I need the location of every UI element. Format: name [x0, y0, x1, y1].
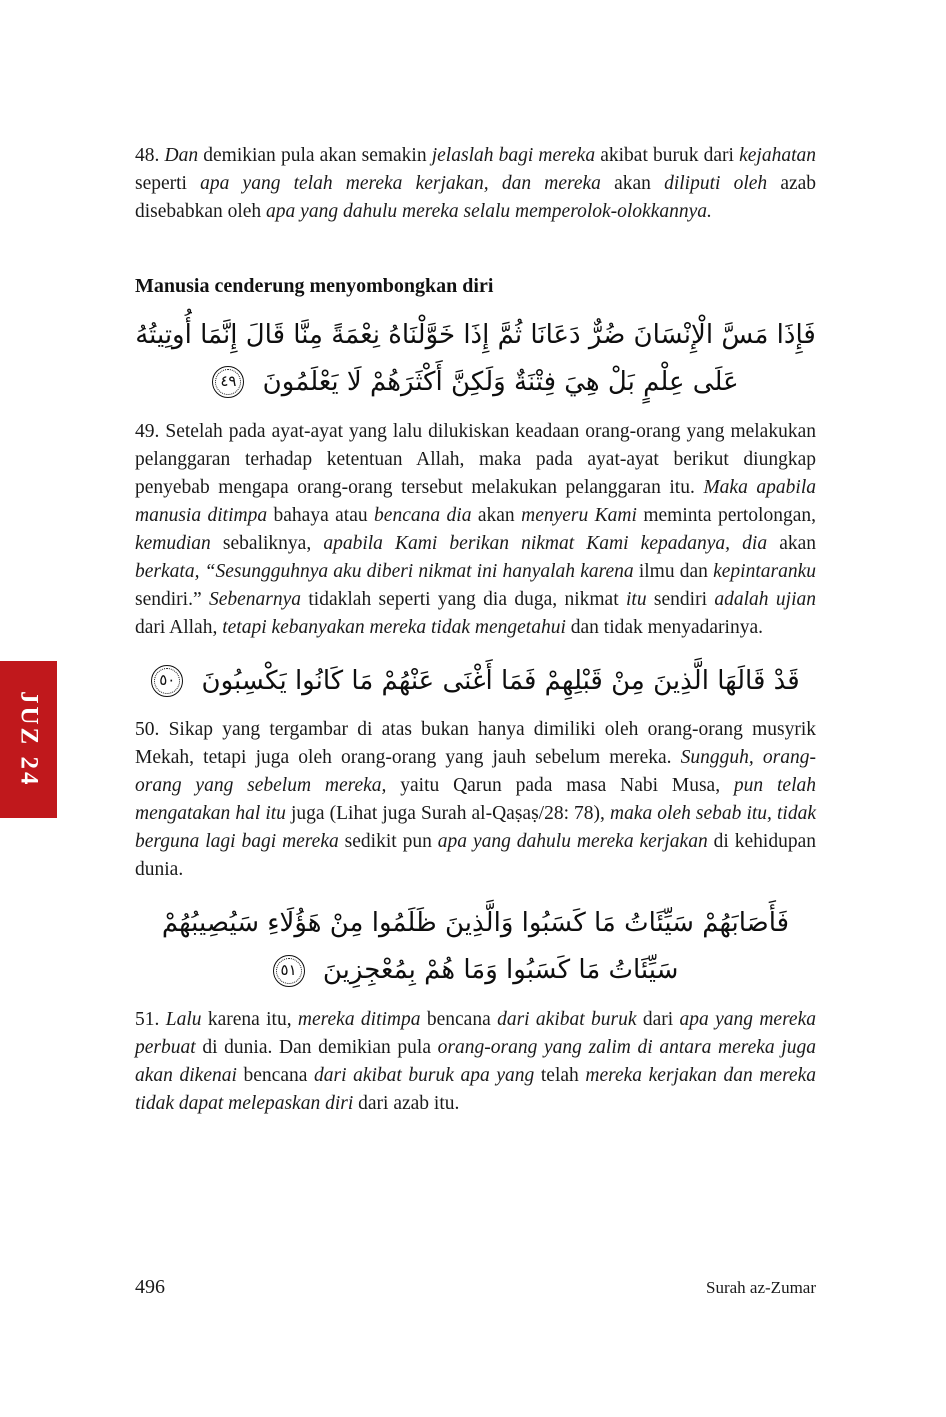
- page-footer: [135, 1276, 816, 1299]
- paragraph-verse-48-translation: 48. Dan demikian pula akan semakin jelaslah bagi mereka akibat buruk dari kejahatan seperti apa yang telah mereka kerjakan, dan mereka akan diliputi oleh azab disebabkan oleh apa yang dahulu mereka selalu memperolok-olokkannya.: [135, 145, 817, 222]
- arabic-verse-50-text: قَدْ قَالَهَا الَّذِينَ مِنْ قَبْلِهِمْ فَمَا أَغْنَى عَنْهُمْ مَا كَانُوا يَكْسِبُونَ: [201, 665, 800, 696]
- arabic-verse-51: [135, 900, 816, 994]
- verse-number-medallion-50: ٥٠: [151, 665, 183, 697]
- arabic-verse-49-text: فَإِذَا مَسَّ الْإِنْسَانَ ضُرٌّ دَعَانَا ثُمَّ إِذَا خَوَّلْنَاهُ نِعْمَةً مِنَّا قَالَ إِنَّمَا أُوتِيتُهُ عَلَى عِلْمٍ بَلْ هِيَ فِتْنَةٌ وَلَكِنَّ أَكْثَرَهُمْ لَا يَعْلَمُونَ: [135, 320, 816, 397]
- arabic-verse-49: [135, 312, 816, 406]
- juz-tab-label: JUZ 24: [15, 691, 43, 788]
- footer-surah-title: Surah az-Zumar: [706, 1278, 816, 1297]
- verse-number-medallion-51: ٥١: [273, 955, 305, 987]
- paragraph-verse-49-commentary: 49. Setelah pada ayat-ayat yang lalu dilukiskan keadaan orang-orang yang melakukan pelanggaran terhadap ketentuan Allah, maka pada ayat-ayat berikut diungkap penyebab mengapa orang-orang tersebut melakukan pelanggaran itu. Maka apabila manusia ditimpa bahaya atau bencana dia akan menyeru Kami meminta pertolongan, kemudian sebaliknya, apabila Kami berikan nikmat Kami kepadanya, dia akan berkata, “Sesungguhnya aku diberi nikmat ini hanyalah karena ilmu dan kepintaranku sendiri.” Sebenarnya tidaklah seperti yang dia duga, nikmat itu sendiri adalah ujian dari Allah, tetapi kebanyakan mereka tidak mengetahui dan tidak menyadarinya.: [135, 420, 817, 638]
- arabic-verse-50: [135, 658, 816, 705]
- page-content: [135, 142, 816, 1118]
- section-heading: Manusia cenderung menyombongkan diri: [135, 275, 494, 297]
- paragraph-verse-51-commentary: 51. Lalu karena itu, mereka ditimpa bencana dari akibat buruk dari apa yang mereka perbuat di dunia. Dan demikian pula orang-orang yang zalim di antara mereka juga akan dikenai bencana dari akibat buruk apa yang telah mereka kerjakan dan mereka tidak dapat melepaskan diri dari azab itu.: [135, 1008, 816, 1114]
- juz-tab: [0, 661, 57, 818]
- arabic-verse-51-text: فَأَصَابَهُمْ سَيِّئَاتُ مَا كَسَبُوا وَالَّذِينَ ظَلَمُوا مِنْ هَؤُلَاءِ سَيُصِيبُهُمْ سَيِّئَاتُ مَا كَسَبُوا وَمَا هُمْ بِمُعْجِزِينَ: [161, 908, 790, 986]
- verse-number-medallion-49: ٤٩: [212, 366, 244, 398]
- page-number: 496: [135, 1276, 165, 1298]
- paragraph-verse-50-commentary: 50. Sikap yang tergambar di atas bukan hanya dimiliki oleh orang-orang musyrik Mekah, tetapi juga oleh orang-orang yang jauh sebelum mereka. Sungguh, orang-orang yang sebelum mereka, yaitu Qarun pada masa Nabi Musa, pun telah mengatakan hal itu juga (Lihat juga Surah al-Qaṣaṣ/28: 78), maka oleh sebab itu, tidak berguna lagi bagi mereka sedikit pun apa yang dahulu mereka kerjakan di kehidupan dunia.: [135, 719, 816, 881]
